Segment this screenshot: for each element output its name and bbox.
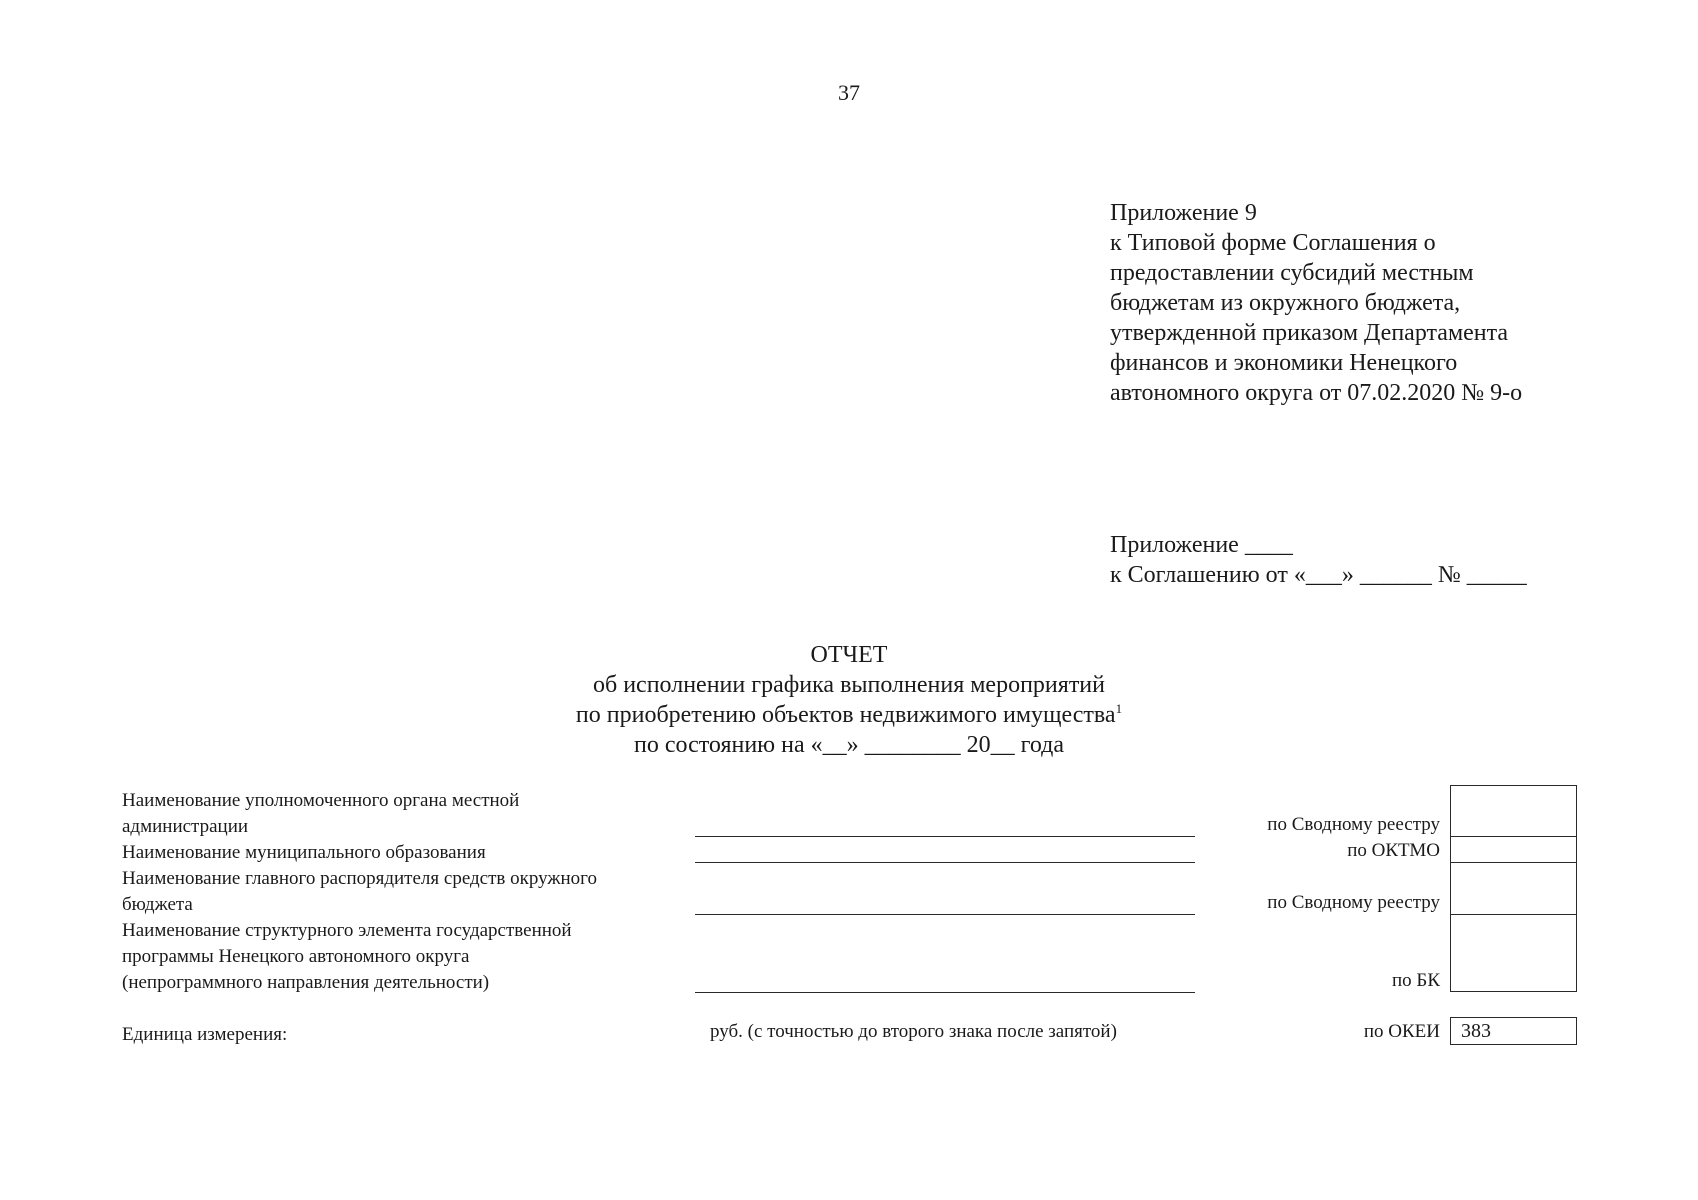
element-label-line-2: программы Ненецкого автономного округа (122, 946, 470, 967)
authority-label-line-2: администрации (122, 816, 249, 837)
distributor-label-line-2: бюджета (122, 894, 193, 915)
title-line-2 (0, 700, 1698, 730)
appendix-line: к Типовой форме Соглашения о (1110, 230, 1436, 256)
okei-value: 383 (1461, 1020, 1491, 1042)
agreement-line-1: Приложение ____ (1110, 532, 1293, 558)
registry-code-label-1: по Сводному реестру (1267, 814, 1440, 835)
code-cell-divider (1450, 836, 1577, 837)
authority-label-line-1: Наименование уполномоченного органа местной (122, 790, 520, 811)
unit-value: руб. (с точностью до второго знака после запятой) (710, 1021, 1117, 1042)
appendix-line: финансов и экономики Ненецкого (1110, 350, 1458, 376)
okei-code-label: по ОКЕИ (1363, 1021, 1440, 1042)
codes-box (1450, 785, 1577, 992)
appendix-reference (1110, 198, 1522, 408)
unit-label: Единица измерения: (122, 1024, 288, 1045)
element-label-line-3: (непрограммного направления деятельности) (122, 972, 490, 993)
code-cell-divider (1450, 862, 1577, 863)
agreement-line-2: к Соглашению от «___» ______ № _____ (1110, 562, 1527, 588)
distributor-label-line-1: Наименование главного распорядителя средств окружного (122, 868, 597, 889)
okei-value-box (1450, 1017, 1577, 1045)
report-title (0, 640, 1698, 760)
title-line-2-text: по приобретению объектов недвижимого имущества (575, 702, 1116, 728)
registry-code-label-2: по Сводному реестру (1267, 892, 1440, 913)
code-cell-divider (1450, 914, 1577, 915)
element-label-line-1: Наименование структурного элемента государственной (122, 920, 572, 941)
appendix-line: автономного округа от 07.02.2020 № 9-о (1110, 380, 1523, 406)
agreement-reference (1110, 530, 1527, 590)
page-number: 37 (838, 80, 860, 105)
title-heading: ОТЧЕТ (810, 642, 888, 668)
bk-code-label: по БК (1391, 970, 1440, 991)
appendix-line: утвержденной приказом Департамента (1110, 320, 1509, 346)
appendix-line: предоставлении субсидий местным (1110, 260, 1474, 286)
appendix-line: Приложение 9 (1110, 200, 1257, 226)
footnote-marker: 1 (1115, 701, 1123, 716)
title-line-1: об исполнении графика выполнения мероприятий (592, 672, 1105, 698)
oktmo-code-label: по ОКТМО (1347, 840, 1440, 861)
appendix-line: бюджетам из окружного бюджета, (1110, 290, 1461, 316)
municipality-label: Наименование муниципального образования (122, 842, 486, 863)
title-line-3: по состоянию на «__» ________ 20__ года (633, 732, 1065, 758)
